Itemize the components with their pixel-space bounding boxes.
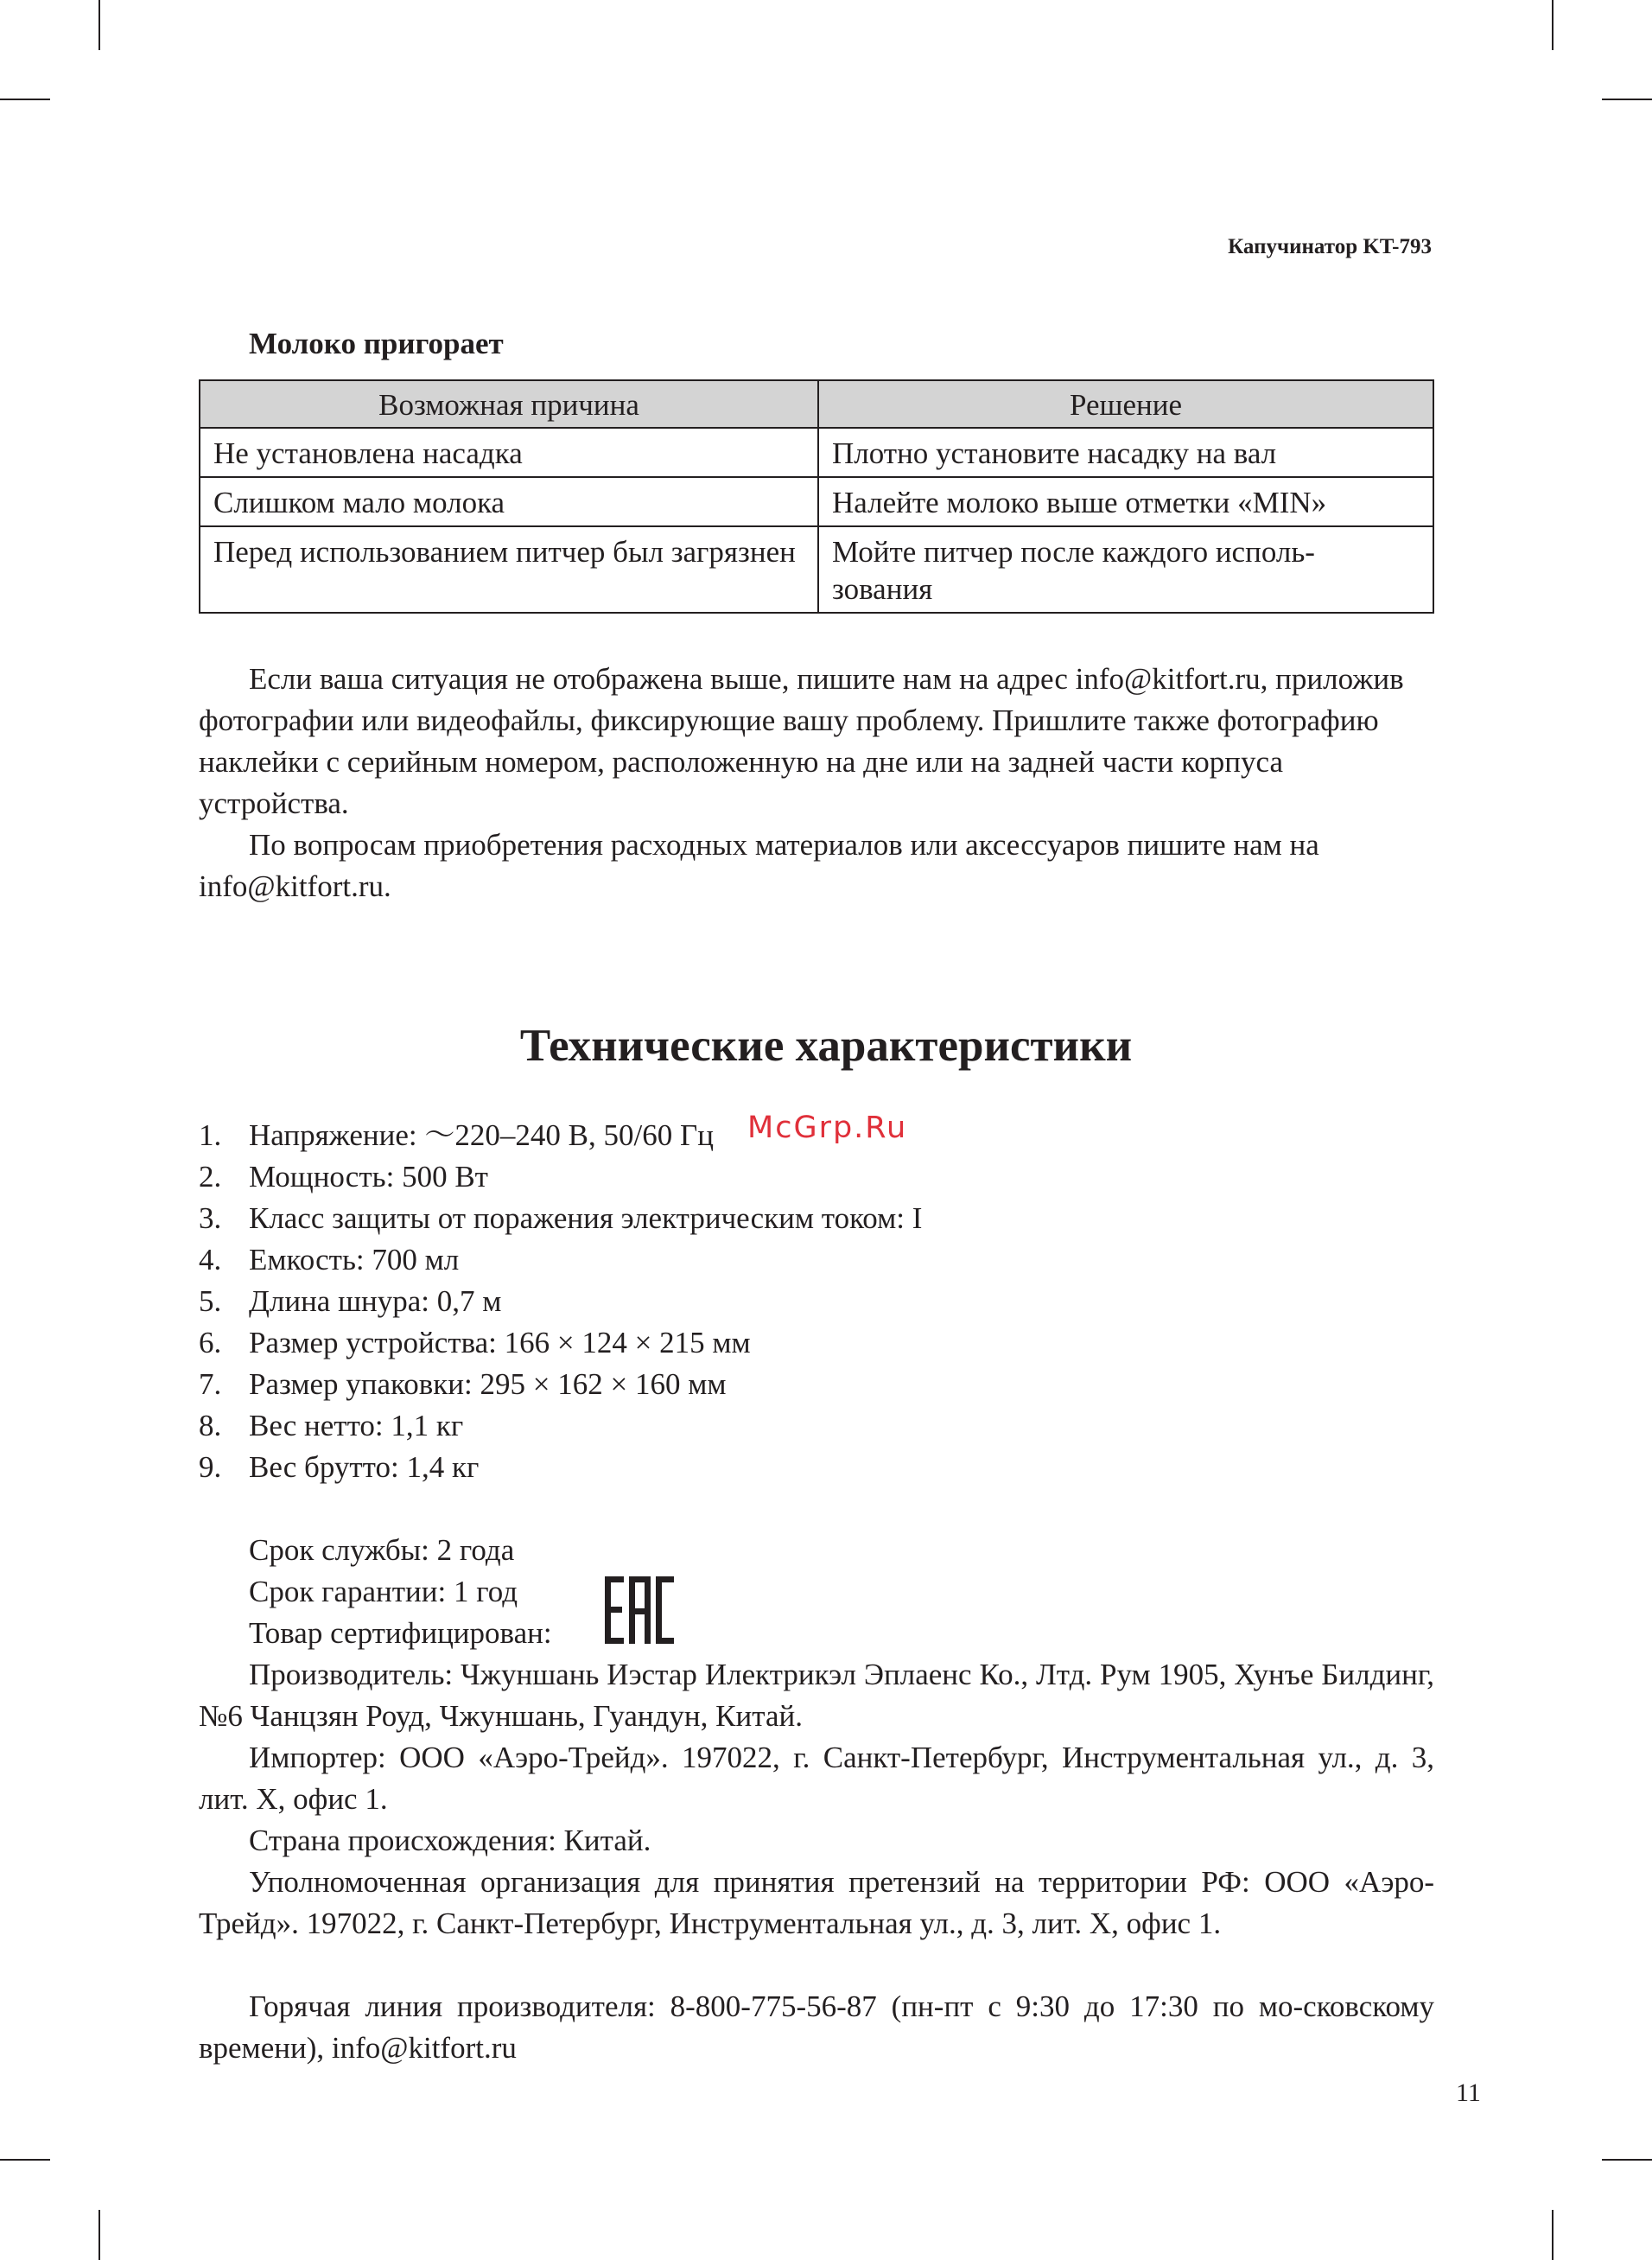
crop-mark <box>98 0 100 50</box>
crop-mark <box>1602 2159 1652 2161</box>
crop-mark <box>98 2210 100 2260</box>
list-item: 9. Вес брутто: 1,4 кг <box>199 1450 480 1484</box>
spec-item-text: Вес брутто: 1,4 кг <box>249 1450 480 1484</box>
spec-item-text: Размер упаковки: 295 × 162 × 160 мм <box>249 1367 727 1401</box>
list-item: 1. Напряжение: ～220–240 В, 50/60 Гц <box>199 1118 714 1152</box>
crop-mark <box>1552 2210 1554 2260</box>
table-cell-cause: Перед использованием питчер был загрязнен <box>200 526 818 613</box>
table-cell-cause: Слишком мало молока <box>200 477 818 526</box>
list-item: 8. Вес нетто: 1,1 кг <box>199 1409 464 1442</box>
spec-item-text: Мощность: 500 Вт <box>249 1160 488 1194</box>
spec-item-text: Класс защиты от поражения электрическим током: I <box>249 1201 923 1235</box>
crop-mark <box>0 99 50 100</box>
specs-heading: Технические характеристики <box>519 1021 1133 1071</box>
running-header: Капучинатор KT-793 <box>1228 235 1432 258</box>
spec-item-text: Вес нетто: 1,1 кг <box>249 1409 464 1442</box>
list-item: 7. Размер упаковки: 295 × 162 × 160 мм <box>199 1367 727 1401</box>
specs-list <box>199 1115 922 1488</box>
authorized-organization-text: Уполномоченная организация для принятия претензий на территории РФ: ООО «Аэро-Трейд». 197022, г. Санкт-Петербург, Инструментальная ул., д. 3, лит. Х, офис 1. <box>199 1865 1434 1940</box>
table-cell-solution: Налейте молоко выше отметки «MIN» <box>818 477 1433 526</box>
crop-mark <box>0 2159 50 2161</box>
section-heading: Молоко пригорает <box>249 327 504 360</box>
table-header-row <box>200 380 1433 428</box>
watermark-text: McGrp.Ru <box>747 1111 908 1145</box>
spec-item-text: Размер устройства: 166 × 124 × 215 мм <box>249 1326 751 1359</box>
eac-certification-icon <box>603 1575 676 1646</box>
certified-text: Товар сертифицирован: <box>249 1616 552 1650</box>
column-header-solution: Решение <box>818 380 1433 428</box>
accessories-paragraph: По вопросам приобретения расходных материалов или аксессуаров пишите нам на info@kitfort.ru. <box>199 828 1319 903</box>
table-row <box>200 428 1433 477</box>
hotline-text: Горячая линия производителя: 8-800-775-56-87 (пн-пт с 9:30 до 17:30 по мо-сковскому времени), info@kitfort.ru <box>199 1989 1434 2065</box>
list-item: 3. Класс защиты от поражения электрическим током: I <box>199 1201 923 1235</box>
list-item: 6. Размер устройства: 166 × 124 × 215 мм <box>199 1326 751 1359</box>
table-row <box>200 477 1433 526</box>
table-cell-solution: Плотно установите насадку на вал <box>818 428 1433 477</box>
list-item: 4. Емкость: 700 мл <box>199 1243 460 1276</box>
page-number: 11 <box>1456 2079 1481 2107</box>
table-row <box>200 526 1433 613</box>
table-cell-solution: Мойте питчер после каждого исполь- зования <box>818 526 1433 613</box>
spec-item-text: Длина шнура: 0,7 м <box>249 1284 502 1318</box>
service-life-text: Срок службы: 2 года <box>249 1533 515 1567</box>
manufacturer-text: Производитель: Чжуншань Иэстар Илектрикэл Эплаенс Ко., Лтд. Рум 1905, Хунъе Билдинг, №6 Чанцзян Роуд, Чжуншань, Гуандун, Китай. <box>199 1658 1434 1733</box>
crop-mark <box>1602 99 1652 100</box>
column-header-cause: Возможная причина <box>200 380 818 428</box>
spec-item-text: Напряжение: ～220–240 В, 50/60 Гц <box>249 1118 714 1152</box>
list-item: 2. Мощность: 500 Вт <box>199 1160 488 1194</box>
origin-text: Страна происхождения: Китай. <box>249 1824 651 1857</box>
spec-item-text: Емкость: 700 мл <box>249 1243 460 1276</box>
importer-text: Импортер: ООО «Аэро-Трейд». 197022, г. Санкт-Петербург, Инструментальная ул., д. 3, лит. Х, офис 1. <box>199 1741 1434 1816</box>
troubleshooting-table <box>199 379 1434 614</box>
table-cell-cause: Не установлена насадка <box>200 428 818 477</box>
warranty-text: Срок гарантии: 1 год <box>249 1575 518 1608</box>
list-item: 5. Длина шнура: 0,7 м <box>199 1284 502 1318</box>
contact-paragraph: Если ваша ситуация не отображена выше, пишите нам на адрес info@kitfort.ru, приложив фотографии или видеофайлы, фиксирующие вашу проблему. Пришлите также фотографию наклейки с серийным номером, расположенную на дне или на задней части корпуса устройства. <box>199 662 1404 820</box>
crop-mark <box>1552 0 1554 50</box>
